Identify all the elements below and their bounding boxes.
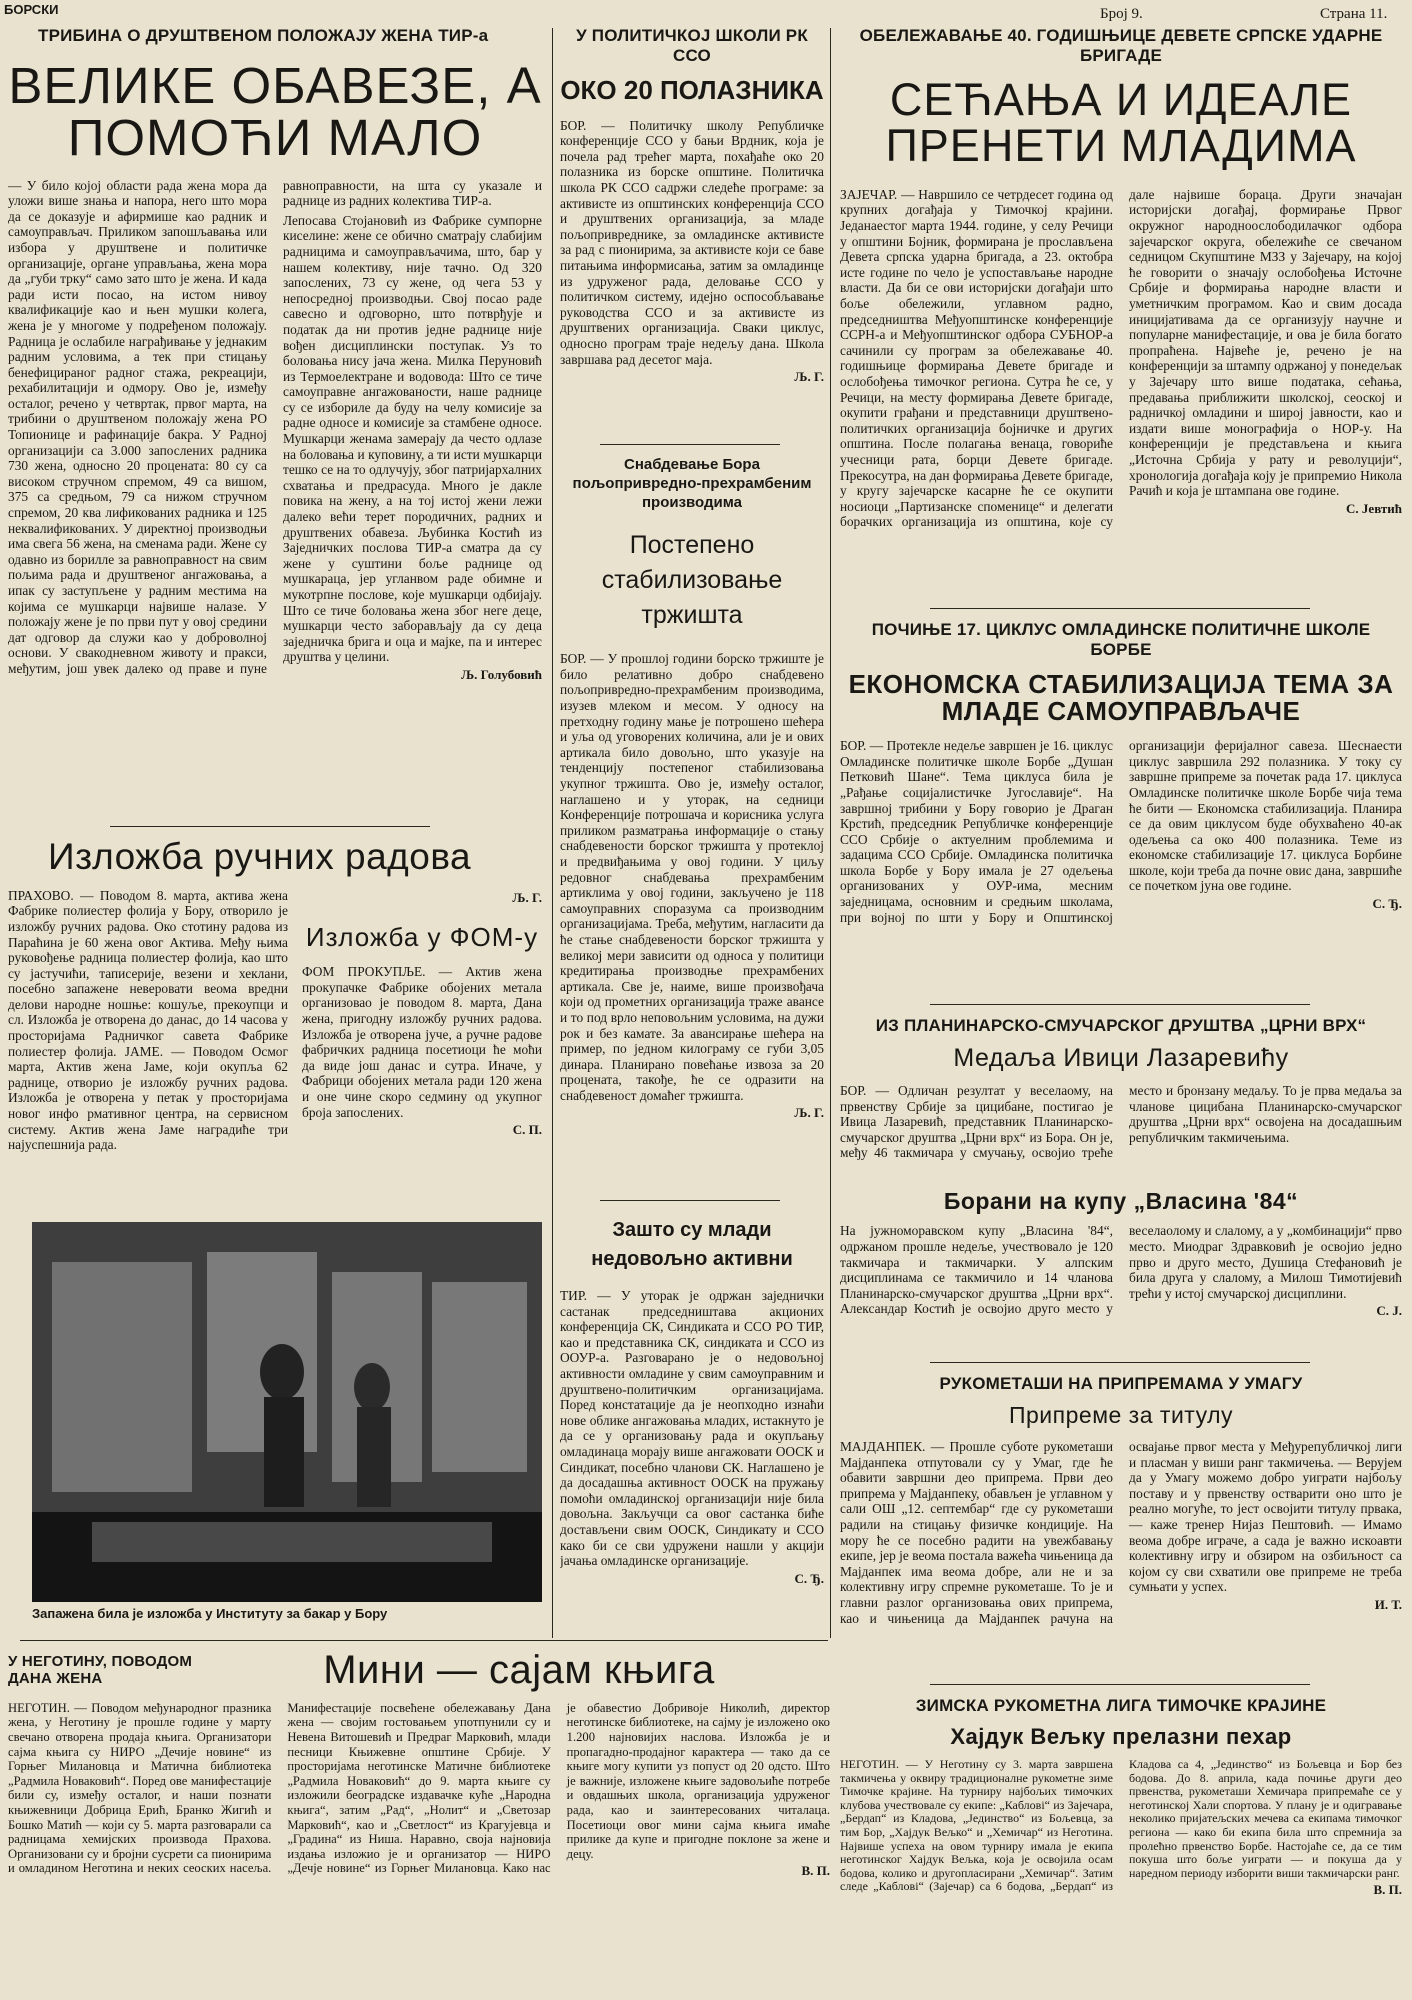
byline: Љ. Г. — [794, 369, 824, 385]
article-body: ПРАХОВО. — Поводом 8. марта, активa жена Фабрике полиестер фолија у Бору, отворило је изложбу ручних радова. Око стотину радова из Параћина је 60 жена овог Актива. Међу њима руковођење радница полиестер фолија, као што су јастучићи, таписерије, везени и хеклани, посебно запажене неверовати веома вредни делови народне ношње: кошуље, прекоупци и сл. Изложба је отворена до данас, до 14 часова у просторијама Радничког савета Фабрике полиестер фолија. ЈАМЕ. — Поводом Осмог марта, Актив жена Јаме, који окупља 62 раднице, отворио је изложбу ручних радова. Изложба је отворена у петак у просторијама новог инфо рмативног центра, на сервисном систему. Актив жена Јаме наградиће три најуспешнија рада. — [8, 887, 288, 1153]
exhibition-photo — [32, 1222, 542, 1602]
article-body: — У било којој области рада жена мора да уложи више знања и напора, него што мора да се доказује и афирмише као радник и самоуправљач. Приликом запошљавања или избора у друштвене и политичке организације, органе управљања, жена мора да „губи трку“ само зато што је жена. И када ради исти посао, на истом нивоу квалификације као и њен мушки колега, жена је у многоме у подређеном положају. Радница је ослабиле награђивање у једнаким радним условима, а тек при стицању бенефицираног радног стажа, рекреацији, рехабилитацији и одмору. Ово је, између осталог, речено у четвртак, првог марта, на трибини о друштвеном положају жена РО Топионице и рафинације бакра. У Радној организацији са 3.000 запослених радника 730 жена, односно 20 процената: 80 су са високом стручном спремом, 49 са вишом, 375 са средњом, 79 са нижом стручном спремом, 20 ква лификованих радника и 125 неквалификованих. У директној производњи има свега 56 жена, на сменама ради. Жене су одавно из борилле за равноправност на свим пољима рада и друштвеног ангажовања, а ипак су заступљене у радним местима на којима се мушкарци највише налазе. У положају жене је по први пут у овој средини дат одговор да служи као у доброволној основи. У свакодневном животу и пракси, међутим, још увек далеко од праве и пуне равноправности, на шта су указале и раднице из радних колектива ТИР-а. — [8, 177, 542, 676]
article-ski-medal — [840, 1016, 1402, 1190]
article-body: МАЈДАНПЕК. — Прошле суботе рукометаши Мајданпека отпутовали су у Умаг, где ће обавити завршни део припрема. Први део припрема у Мајданпеку, обављен је углавном у сали ОШ „12. септембар“ где су рукометаши радили на стицању физичке кондиције. На мору ће се посебно радити на увежбавању екипе, јер је веома постала важећа чињеница да Мајданпек има веома добре, али не и за колективну игру спремне рукометаше. То је и главни разлог организовања ових припрема, као и чињеница да Мајданпек рачуна на освајање првог места у Међурепубличкој лиги и пласман у виши ранг такмичења. — Верујем да у Умагу можемо добро уиграти најбољу поставу и у првенству остварити оно што је реално могуће, то јест освојити титулу првака, — каже тренер Нијаз Пештовић. — Имамо веома добре играче, а сада је важно искоавти колективну игру и обзиром на озбиљност са којом су сви схватили ове припреме не треба сумњати у успех. — [840, 1439, 1402, 1626]
issue-number: Број 9. — [1100, 6, 1143, 22]
column-rule-1 — [552, 28, 553, 1638]
article-winter-handball-league — [840, 1696, 1402, 1996]
article-vlasina-cup — [840, 1190, 1402, 1350]
article-body: БОР. — Одличан резултат у веселаому, на првенству Србије за цицибане, постигао је Ивица Лазаревић, представник Планинарско-смучарског друштва „Црни врх“ из Бора. Он је, међу 46 такмичара у смучању, освојио треће место и бронзану медаљу. То је прва медаља за чланове цицибана Планинарско-смучарског друштва „Црни врх“ освојена на досадашњим републичким такмичењима. — [840, 1083, 1402, 1161]
article-body: НЕГОТИН. — Поводом међународног празника жена, у Неготину је прошле године у марту свечано отворена продаја књига. Организатори сајма књига су НИРО „Дечије новине“ из Горњег Милановца и Матична библиотека „Радмила Новаковић“. Поред ове манифестације били су, између осталог, и наши познати књижевници Добрица Ерић, Бранко Жигић и Бошко Матић — који су 5. марта разговарали са радницама хемијских производа Прахова. Организовани су и бројни сусрети са пионирима и омладином Неготина и неких сеоских насеља. Манифестације посвећене обележавању Дана жена — својим гостовањем употпунили су и Невена Витошевић и Предраг Марковић, млади песници Књижевне општине Србије. У просторијама неготинске Матичне библиотеке „Радмила Новаковић“ до 9. марта књиге су изложили београдске издавачке куће „Народна књига“, затим „Рад“, „Нолит“ и „Светозар Марковић“, као и „Светлост“ из Крагујевца и „Градина“ из Ниша. Наравно, своја најновија издања изложио је и организатор — НИРО „Дечје новине“ из Горњег Милановца. Како нас је обавестио Добривоје Николић, директор неготинске библиотеке, на сајму је изложено око 1.200 најновијих наслова. Изложба је и пропагадно-продајног карактера — тако да се књиге могу купити уз попуст од 20 одсто. Што је важније, изложене књиге задовољиће потребе и овдашњих школа, организација удруженог рада, као и заинтересованих читалаца. Посетиоци овог мини сајма књига имаће прилике да купе и пригодне поклоне за жене и децу. — [8, 1700, 830, 1876]
article-body: ТИР. — У уторак је одржан заједнички састанак председништава акционих конференција СК, Синдиката и ССО РО ТИР, као и представника СК, синдиката и ССО из ООУР-а. Разговарано је о недовољној активности омладине у свим самоуправним и друштвено-политичким организацијама. Поред констатације да је неопходно изнаћи нове облике ангажовања младих, истакнуто је да се у организовању рада и окупљању омладинаца морају више ангажовати ООСК и Синдикат, посебно чланови СК. Наглашено је да досадашња активност ООСК на пружању помоћи омладинској организацији није била довољна. Закључци са овог састанка биће достављени свим ООСК, Синдикату и ССО како би се сви удружени нашли у акцији јачања омладинске организације. — [560, 1288, 824, 1569]
headline: Изложба ручних радова — [48, 838, 472, 877]
masthead-left-fragment: БОРСКИ — [4, 2, 59, 17]
article-market-supply — [560, 456, 824, 1176]
byline: С. Ђ. — [794, 1570, 824, 1586]
byline: С. Јевтић — [1346, 500, 1402, 516]
headline: Борани на купу „Власина '84“ — [943, 1190, 1299, 1214]
photo-image — [32, 1222, 542, 1602]
divider — [930, 608, 1310, 609]
article-body-continued: Лепосава Стојановић из Фабрике сумпорне киселине: жене се обично сматрају слабијим радницима и самоуправљачима, што, бар у нашем колективу, није тачно. Од 320 запослених, 73 су жене, од чега 53 у непосредној производњи. Свој посао раде савесно и одговорно, што потврђује и податак да ни против једне раднице није вођен дисциплински поступак. Уз то боловања нису јача жена. Милка Перуновић из Термоелектране и водовода: Што се тиче самоуправне ангажованости, наше раднице су се изборилe да буду на челу комисије за радне односе и комисије за стамбене односе. Мушкарци женама замерају да често одлазе на боловања и куповину, а ти исти мушкарци тешко се на то одлучују, због патријархалних схватања и предрасуда. Много је дакле повика на жену, а на тој истој жени лежи далеко већи терет породичних, радних и друштвених обавеза. Љубинка Костић из Заједничких послова ТИР-а сматра да су жене у суштини боље раднице од мушкараца, јер угланвом раде обимне и мукотрпне послове, које мушкарци одбијају. Што се тиче боловања жена због неге деце, мушкарци често заборављају да су деца заједничка брига и оца и мајке, па и интерес друштва у целини. — [283, 212, 542, 665]
divider — [600, 1200, 780, 1201]
article-book-fair — [8, 1650, 830, 1996]
byline: Љ. Г. — [794, 1105, 824, 1121]
page-number: Страна 11. — [1320, 6, 1388, 22]
article-youth-activity — [560, 1216, 824, 1636]
headline: Хајдук Вељку прелазни пехар — [950, 1723, 1292, 1749]
photo-caption: Запажена била је изложба у Институту за бакар у Бору — [32, 1606, 388, 1621]
headline: Медаља Ивици Лазаревићу — [953, 1043, 1289, 1072]
byline: С. П. — [512, 1122, 542, 1138]
article-handball-umag — [840, 1374, 1402, 1686]
article-body: БОР. — Протекле недеље завршен је 16. циклус Омладинске политичке школе Борбе „Душан Петковић Шане“. Тема циклуса била је „Рађање социјалистичке Југославије“. На завршној трибини у Бору говорио је Драган Крстић, председник Републичке конференције ССО Србије о актуелним проблемима и задацима ССО Србије. Омладинска политичка школа Борбе у Бору имала је 27 одељења организованих у ОУР-има, месним заједницама, основним и средњим школама, при војној по шти у Бору и Општинској организацији феријалног савеза. Шеснаести циклус завршила 292 полазника. У току су завршне припреме за почетак рада 17. циклуса Омладинске политичке школе Борбе чија тема ће бити — Економска стабилизација. Планира се да овим циклусом буде обухваћено 40-ак одељења са око 400 полазника. Теме из економске стабилизације 17. циклуса Борбине школе, који треба да почне овис дана, завршиће се почетком јуна ове године. — [840, 738, 1402, 925]
article-ssu-school — [560, 26, 824, 446]
article-body: НЕГОТИН. — У Неготину су 3. марта завршена такмичења у оквиру традиционалне рукометне зиме Тимочке крајине. На турниру најбољих тимочких клубова учествовале су екипе: „Кабловi“ из Зајечара, „Бердап“ из Кладова, „Јединство“ из Бољевца, за тим Бор, „Хајдук Вељко“ и „Хемичар“ из Неготина. Највише успеха на овом турниру имала је екипа неготинског Хајдук Вељка, која је освојила осам бодова, колико и другопласирани „Хемичар“. Затим следе „Кабловi“ (Зајечар) са 6 бодова, „Бердап“ из Кладова са 4, „Јединство“ из Бољевца и Бор без бодова. До 8. априла, када почиње други део првенства, рукометаши Хемичара припремаће се у неготинској Хали спортова. У плану је и одигравање неколико пријатељских мечева са екипама тимочког региона — како би екипа била што спремнија за пролећно првенство Борбе. Настојаће се, да се тим покуша што боље уиграти — и покуша да у наредном периоду изборити виши такмичарски ранг. — [840, 1756, 1402, 1894]
divider — [110, 826, 430, 827]
headline: ЕКОНОМСКА СТАБИЛИЗАЦИЈА ТЕМА ЗА МЛАДЕ САМОУПРАВЉАЧЕ — [848, 669, 1394, 726]
divider — [930, 1362, 1310, 1363]
kicker: У ПОЛИТИЧКОЈ ШКОЛИ РК ССО — [576, 26, 808, 65]
article-body: ЗАЈЕЧАР. — Навршило се четрдесет година од крупних догађаја у Тимочкој крајини. Једанаестог марта 1944. године, у селу Речици у општини Бојник, формирана је прослављена Девета српска ударна бригада, а 23. октобра исте године по чело је успостављање народне власти. Да би се ови историјски догађаји што боље обележили, углавном радно, председништва Међуопштинске конференције ССРН-а и Међуопштинског одбора СУБНОР-а сачинили су програм за обележавање 40. годишњице формирања Девете бригаде и ослобођења тимочког региона. Сутра ће се, у Речици, на месту формирања Девете бригаде, окупити грађани и представници друштвено-политичких организација бојничке и других општина. После полагања венаца, говориће учесници рата, борци Девете бригаде. Прекосутра, на дан формирања Девете бригаде, у кругу зајечарске касарне ће се окупити носиоци „Партизанске споменице“ и делегати борачких организација из општина, које су дале највише бораца. Други значајан историјски догађај, формирање Првог окружног народноослободилачког одбора зајечарског округа, обележиће се свечаном седницом Скупштине МЗЗ у Зајечару, на којој ће говорити о значају ослобођења Источне Србије и формирања народне власти и уметничким програмом. Као и свим досада иницијативама да се организују научне и популарне манифестације, и ова је била богато пропраћена. Највеће је, речено је на конференцији за штампу одржаној у понедељак у Зајечару што више података, сећања, предавања приближити школској, сеоској и радничкој омладини и широј јавности, као и издати више монографија о НОР-у. На конференцији је представљена и књига „Источна Србија у рату и револуцији“, хронологија догађаја коју је припремио Никола Рачић и која је штампана ове године. — [840, 186, 1402, 530]
kicker: ЗИМСКА РУКОМЕТНА ЛИГА ТИМОЧКЕ КРАЈИНЕ — [915, 1696, 1327, 1715]
kicker: ТРИБИНА О ДРУШТВЕНОМ ПОЛОЖАЈУ ЖЕНА ТИР-а — [38, 26, 489, 45]
divider — [930, 1684, 1310, 1685]
kicker: ИЗ ПЛАНИНАРСКО-СМУЧАРСКОГ ДРУШТВА „ЦРНИ ВРХ“ — [875, 1016, 1367, 1035]
headline: ОКО 20 ПОЛАЗНИКА — [560, 75, 824, 106]
kicker: Снабдевање Бора пољопривредно-прехрамбеним производима — [572, 456, 812, 511]
divider — [600, 444, 780, 445]
byline: Љ. Г. — [512, 889, 542, 905]
article-economic-stabilization — [840, 620, 1402, 1010]
byline: И. Т. — [1374, 1596, 1402, 1612]
article-body: БОР. — Политичку школу Републичке конференције ССО у бањи Врдник, која је почела рад трећег марта, похађаће око 20 полазника из борске општине. Политичка школа РК ССО садржи следеће програме: за активисте из општинских конференција ССО и друштвених организација, за младе пољопривреднике, за омладинске активисте за рад с пионирима, за активисте који се баве питањима информисања, затим за омладинце из удруженог рада, деловање ССО у политичком систему, идејно оспособљавање руководства ССО и за активисте из друштвених организација. Сваки циклус, односно програм траје недељу дана. Школа завршава рад десетог маја. — [560, 117, 824, 367]
article-women-position — [8, 26, 542, 820]
article-body: На јужноморавском купу „Власина '84“, одржаном прошле недеље, учествовало је 120 такмичара и такмичарки. У алпским дисциплинама се такмичило и 14 чланова Планинарско-смучарског друштва „Црни врх“. Александар Костић је освојио друго место у веселаолому и слалому, а у „комбинацији“ прво место. Миодраг Здравковић је освојио једно прво и друго место, Душица Стефановић је била друга у слалому, а Милош Тимотијевић трећи у истој смучарској дисциплини. — [840, 1223, 1402, 1317]
byline: С. Ђ. — [1372, 896, 1402, 912]
article-handicraft-exhibition — [8, 838, 542, 1216]
article-body: ФОМ ПРОКУПЉЕ. — Актив жена прокупачке Фабрике обојених метала организовао је поводом 8. марта, Дана жена, пригодну изложбу ручних радова. Изложба је отворена јуче, а ручне радове фабричких радница посетиоци ће моћи да виде још данас и сутра. Иначе, у Фабрици обојених метала ради 120 жена и оне чине скоро седмину од укупног броја запослених. — [302, 964, 542, 1120]
headline: Мини — сајам књига — [323, 1650, 715, 1692]
byline: В. П. — [801, 1863, 830, 1879]
byline: Љ. Голубовић — [461, 666, 542, 682]
article-body: БОР. — У прошлој години борско тржиште је било релативно добро снабдевено пољопривредно-прехрамбеним производима, изузев млеком и месом. У односу на претходну годину мање је потрошено шећера и уља од уговорених количина, али је и ових артикала било довољно, што указује на тенденцију постепеног стабилизовања укупног тржишта. Ово је, између осталог, наглашено и у уторак, на седници Конференције потрошача и корисника услуга приликом разматрања информације о стању снабдевености борског тржишта у протеклој и предвиђањима у овој години. У циљу редовног снабдевања прехрамбеним артиклима у овој години, закључено је 118 самоуправних споразума са производним организацијама. Треба, међутим, нагласити да ће стање снабдевености борског тржишта у великој мери зависити од односа у политици кредитирања производње прехрамбених артикала. Све је, наиме, више произвођача који од прометних организација траже авансе и то под врло неповољним условима, на дужи рок и без камате. За авансирање шећера на пример, по једном килограму се губи 3,05 динара. Планирано повећање извоза за 20 процената, такође, ће се одразити на снабдевеност домаћег тржишта. — [560, 651, 824, 1103]
divider — [930, 1004, 1310, 1005]
kicker: ОБЕЛЕЖАВАЊЕ 40. ГОДИШЊИЦЕ ДЕВЕТЕ СРПСКЕ УДАРНЕ БРИГАДЕ — [859, 26, 1383, 65]
headline: ВЕЛИКЕ ОБАВЕЗЕ, А ПОМОЋИ МАЛО — [8, 56, 542, 166]
headline: СЕЋАЊА И ИДЕАЛЕ ПРЕНЕТИ МЛАДИМА — [885, 74, 1357, 171]
kicker: У НЕГОТИНУ, ПОВОДОМ ДАНА ЖЕНА — [8, 1653, 193, 1688]
divider — [20, 1640, 828, 1641]
headline: Припреме за титулу — [1008, 1401, 1234, 1428]
subheadline: Изложба у ФОМ-у — [305, 921, 539, 952]
byline: С. Ј. — [1376, 1303, 1402, 1319]
headline: Зашто су млади недовољно активни — [591, 1219, 793, 1270]
byline: В. П. — [1373, 1882, 1402, 1898]
article-ninth-brigade — [840, 26, 1402, 618]
headline: Постепено стабилизовање тржишта — [601, 531, 783, 630]
column-rule-2 — [830, 28, 831, 1638]
kicker: ПОЧИЊЕ 17. ЦИКЛУС ОМЛАДИНСКЕ ПОЛИТИЧНЕ ШКОЛЕ БОРБЕ — [871, 620, 1371, 659]
kicker: РУКОМЕТАШИ НА ПРИПРЕМАМА У УМАГУ — [939, 1374, 1303, 1393]
